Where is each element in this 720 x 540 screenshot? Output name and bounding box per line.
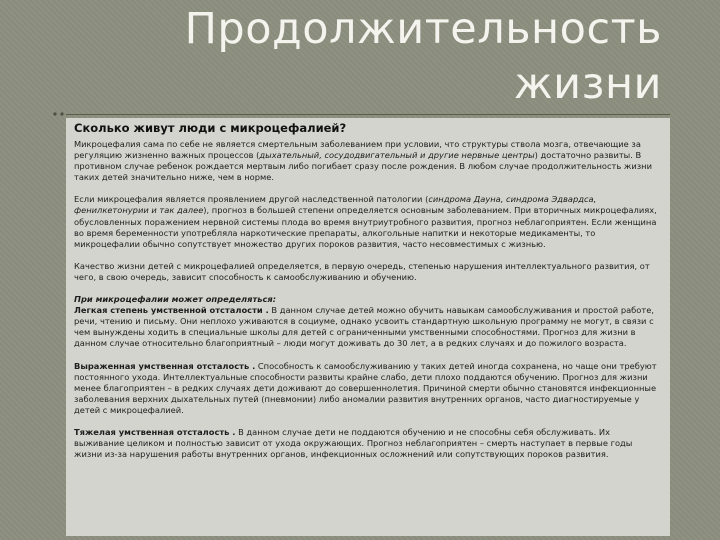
content-box [66,118,670,536]
paragraph-severe [74,427,662,460]
paragraph-mild-text: В данном случае детей можно обучить навыкам самообслуживания и простой работе, речи, чтению и письму. Они неплохо уживаются в социуме, однако усвоить стандартную школьную программу не могут, в связи с чем вынуждены ходить в специальные школы для детей с ограниченными умственными способностями. Прогноз для жизни в данном случае относительно благоприятный – люди могут доживать до 30 лет, а в редких случаях и до пожилого возраста. [74,305,654,349]
paragraph-mild-term: Легкая степень умственной отсталости . [74,305,269,316]
paragraph-severe-text: В данном случае дети не поддаются обучению и не способны себя обслуживать. Их выживание целиком и полностью зависит от ухода окружающих. Прогноз неблагоприятен – смерть наступает в первые годы жизни из-за нарушения работы внутренних органов, инфекционных осложнений или сопутствующих пороков развития. [74,426,633,460]
paragraph-intro-italic: дыхательный, сосудодвигательный и другие нервные центры [259,150,535,161]
slide-title [62,2,662,112]
paragraph-mild-lead: При микроцефалии может определяться: [74,294,277,305]
paragraph-mild [74,294,662,349]
paragraph-intro [74,139,662,183]
paragraph-intro-text-a: Микроцефалия сама по себе не является смертельным заболеванием при условии, что структуры ствола мозга, отвечающие за регуляцию жизненно важных процессов ( [74,139,641,161]
paragraph-moderate-term: Выраженная умственная отсталость . [74,360,256,371]
paragraph-severe-term: Тяжелая умственная отсталость . [74,426,236,437]
paragraph-hereditary-text-a: Если микроцефалия является проявлением другой наследственной патологии ( [74,194,429,205]
paragraph-moderate [74,361,662,416]
slide-title-line-1: Продолжительность [184,4,662,54]
slide-title-line-2: жизни [513,59,662,109]
paragraph-moderate-text: Способность к самообслуживанию у таких детей иногда сохранена, но чаще они требуют постоянного ухода. Интеллектуальные способности развиты крайне слабо, дети плохо поддаются обучению. Прогноз для жизни менее благоприятен – в редких случаях дети доживают до совершеннолетия. Причиной смерти обычно становятся инфекционные заболевания верхних дыхательных путей (пневмонии) либо аномалии развития внутренних органов, часто диагностируемые у детей с микроцефалией. [74,360,657,415]
title-divider [66,114,670,115]
paragraph-hereditary [74,194,662,249]
bullet-dots-icon [52,111,66,117]
paragraph-hereditary-text-c: ), прогноз в большей степени определяется основным заболеванием. При вторичных микроцефалиях, обусловленных поражением нервной системы плода во время внутриутробного развития, прогноз неблагоприятен. Если женщина во время беременности употребляла наркотические препараты, алкогольные напитки и некоторые медикаменты, то микроцефалии обычно сопутствует множество других пороков развития, часто несовместимых с жизнью. [74,205,657,249]
paragraph-quality: Качество жизни детей с микроцефалией определяется, в первую очередь, степенью нарушения интеллектуального развития, от чего, в свою очередь, зависит способность к самообслуживанию и обучению. [74,260,650,282]
paragraph-hereditary-italic: синдрома Дауна, синдрома Эдвардса, фенилкетонурии и так далее [74,194,597,216]
content-heading: Сколько живут люди с микроцефалией? [74,121,347,135]
paragraph-intro-text-c: ) достаточно развиты. В противном случае ребенок рождается мертвым либо погибает сразу после рождения. В любом случае продолжительность жизни таких детей значительно ниже, чем в норме. [74,150,652,183]
